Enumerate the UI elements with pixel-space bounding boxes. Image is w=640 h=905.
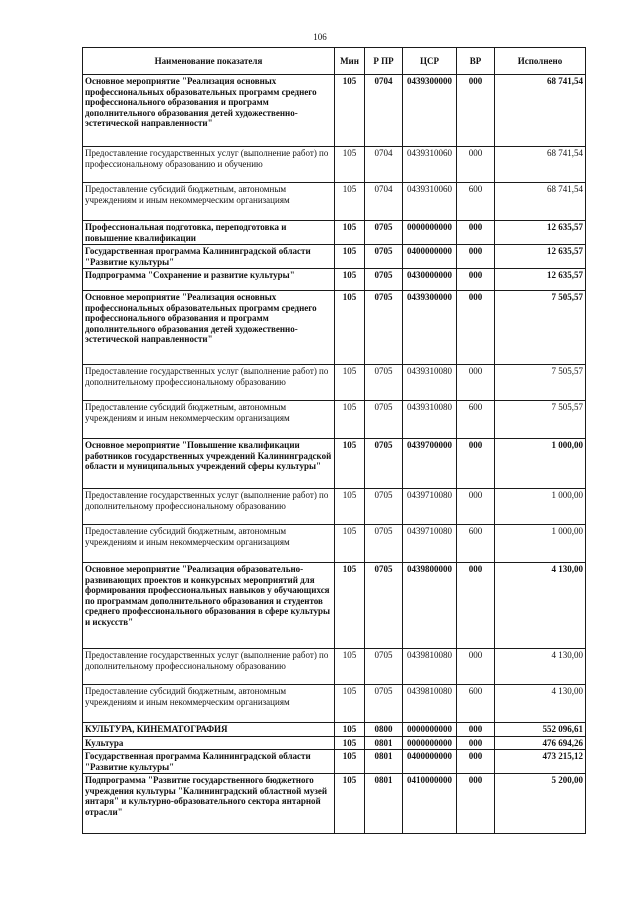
table-row [83, 685, 586, 723]
row-min: 105 [335, 401, 365, 439]
table-header-row [83, 48, 586, 75]
table-row [83, 75, 586, 147]
row-name: Государственная программа Калининградской области "Развитие культуры" [83, 750, 335, 774]
row-name: Профессиональная подготовка, переподготовка и повышение квалификации [83, 221, 335, 245]
row-vr: 000 [457, 489, 495, 525]
header-name: Наименование показателя [83, 48, 335, 75]
row-min: 105 [335, 525, 365, 563]
row-done: 68 741,54 [495, 147, 586, 183]
table-row [83, 723, 586, 737]
row-rpr: 0801 [365, 736, 403, 750]
row-name: Подпрограмма "Развитие государственного бюджетного учреждения культуры "Калининградский областной музей янтаря" и культурно-образовательного сектора янтарной отрасли" [83, 774, 335, 834]
row-rpr: 0705 [365, 525, 403, 563]
row-name: Предоставление государственных услуг (выполнение работ) по дополнительному профессиональному образованию [83, 365, 335, 401]
row-csr: 0410000000 [403, 774, 457, 834]
row-csr: 0439300000 [403, 291, 457, 365]
row-vr: 000 [457, 774, 495, 834]
row-vr: 000 [457, 291, 495, 365]
row-done: 4 130,00 [495, 649, 586, 685]
row-done: 12 635,57 [495, 245, 586, 269]
row-name: Основное мероприятие "Реализация основных профессиональных образовательных программ среднего профессионального образования и программ дополнительного образования детей художественно-эстетической направленности" [83, 75, 335, 147]
row-rpr: 0800 [365, 723, 403, 737]
row-min: 105 [335, 245, 365, 269]
row-name: Предоставление субсидий бюджетным, автономным учреждениям и иным некоммерческим организациям [83, 183, 335, 221]
row-rpr: 0705 [365, 439, 403, 489]
row-csr: 0439310080 [403, 365, 457, 401]
row-csr: 0400000000 [403, 245, 457, 269]
row-rpr: 0801 [365, 774, 403, 834]
row-rpr: 0705 [365, 365, 403, 401]
row-done: 476 694,26 [495, 736, 586, 750]
table-row [83, 489, 586, 525]
row-csr: 0439310060 [403, 183, 457, 221]
row-done: 68 741,54 [495, 183, 586, 221]
budget-table [82, 47, 586, 834]
table-row [83, 221, 586, 245]
row-csr: 0430000000 [403, 269, 457, 291]
row-done: 68 741,54 [495, 75, 586, 147]
row-vr: 000 [457, 75, 495, 147]
row-min: 105 [335, 75, 365, 147]
row-rpr: 0704 [365, 75, 403, 147]
table-row [83, 183, 586, 221]
header-csr: ЦСР [403, 48, 457, 75]
row-min: 105 [335, 489, 365, 525]
row-csr: 0439310060 [403, 147, 457, 183]
row-rpr: 0705 [365, 269, 403, 291]
table-row [83, 649, 586, 685]
row-csr: 0000000000 [403, 221, 457, 245]
row-name: Основное мероприятие "Повышение квалификации работников государственных учреждений Калининградской области и муниципальных учреждений сферы культуры" [83, 439, 335, 489]
row-done: 552 096,61 [495, 723, 586, 737]
row-min: 105 [335, 563, 365, 649]
row-csr: 0439710080 [403, 489, 457, 525]
row-name: Основное мероприятие "Реализация образовательно-развивающих проектов и конкурсных мероприятий для формирования профессиональных навыков у обучающихся по программам дополнительного образования и студентов среднего профессионального образования в сфере культуры и искусств" [83, 563, 335, 649]
row-min: 105 [335, 774, 365, 834]
row-done: 5 200,00 [495, 774, 586, 834]
row-name: Предоставление субсидий бюджетным, автономным учреждениям и иным некоммерческим организациям [83, 525, 335, 563]
row-csr: 0439700000 [403, 439, 457, 489]
row-min: 105 [335, 685, 365, 723]
row-name: Государственная программа Калининградской области "Развитие культуры" [83, 245, 335, 269]
row-csr: 0400000000 [403, 750, 457, 774]
row-done: 1 000,00 [495, 439, 586, 489]
row-vr: 000 [457, 563, 495, 649]
table-row [83, 439, 586, 489]
row-csr: 0439800000 [403, 563, 457, 649]
page-number: 106 [313, 32, 327, 42]
row-done: 1 000,00 [495, 525, 586, 563]
row-done: 7 505,57 [495, 291, 586, 365]
table-row [83, 774, 586, 834]
row-csr: 0439300000 [403, 75, 457, 147]
table-row [83, 401, 586, 439]
row-vr: 000 [457, 365, 495, 401]
row-csr: 0439810080 [403, 685, 457, 723]
row-vr: 000 [457, 221, 495, 245]
row-csr: 0439810080 [403, 649, 457, 685]
row-vr: 000 [457, 147, 495, 183]
row-vr: 000 [457, 736, 495, 750]
row-min: 105 [335, 147, 365, 183]
row-done: 7 505,57 [495, 365, 586, 401]
row-name: Предоставление субсидий бюджетным, автономным учреждениям и иным некоммерческим организациям [83, 401, 335, 439]
table-row [83, 525, 586, 563]
row-vr: 600 [457, 401, 495, 439]
row-min: 105 [335, 439, 365, 489]
row-done: 1 000,00 [495, 489, 586, 525]
table-row [83, 563, 586, 649]
row-rpr: 0705 [365, 291, 403, 365]
row-vr: 000 [457, 723, 495, 737]
row-name: Предоставление государственных услуг (выполнение работ) по дополнительному профессиональному образованию [83, 649, 335, 685]
row-min: 105 [335, 723, 365, 737]
row-vr: 000 [457, 750, 495, 774]
row-vr: 000 [457, 269, 495, 291]
table-row [83, 750, 586, 774]
header-vr: ВР [457, 48, 495, 75]
row-done: 473 215,12 [495, 750, 586, 774]
row-name: Основное мероприятие "Реализация основных профессиональных образовательных программ среднего профессионального образования и программ дополнительного образования детей художественно-эстетической направленности" [83, 291, 335, 365]
table-row [83, 269, 586, 291]
row-rpr: 0705 [365, 563, 403, 649]
table-row [83, 147, 586, 183]
row-vr: 000 [457, 245, 495, 269]
header-rpr: Р ПР [365, 48, 403, 75]
row-min: 105 [335, 365, 365, 401]
table-row [83, 291, 586, 365]
table-row [83, 736, 586, 750]
row-done: 12 635,57 [495, 221, 586, 245]
row-min: 105 [335, 269, 365, 291]
row-csr: 0439310080 [403, 401, 457, 439]
row-vr: 600 [457, 183, 495, 221]
row-csr: 0000000000 [403, 736, 457, 750]
row-rpr: 0801 [365, 750, 403, 774]
row-rpr: 0704 [365, 183, 403, 221]
row-vr: 600 [457, 685, 495, 723]
row-done: 4 130,00 [495, 685, 586, 723]
row-vr: 600 [457, 525, 495, 563]
row-rpr: 0705 [365, 685, 403, 723]
row-done: 7 505,57 [495, 401, 586, 439]
row-min: 105 [335, 736, 365, 750]
row-done: 4 130,00 [495, 563, 586, 649]
row-name: КУЛЬТУРА, КИНЕМАТОГРАФИЯ [83, 723, 335, 737]
row-csr: 0439710080 [403, 525, 457, 563]
row-rpr: 0704 [365, 147, 403, 183]
row-name: Предоставление государственных услуг (выполнение работ) по профессиональному образованию и обучению [83, 147, 335, 183]
row-rpr: 0705 [365, 401, 403, 439]
table-row [83, 365, 586, 401]
header-min: Мин [335, 48, 365, 75]
row-name: Подпрограмма "Сохранение и развитие культуры" [83, 269, 335, 291]
row-name: Предоставление субсидий бюджетным, автономным учреждениям и иным некоммерческим организациям [83, 685, 335, 723]
row-rpr: 0705 [365, 245, 403, 269]
row-vr: 000 [457, 439, 495, 489]
table-row [83, 245, 586, 269]
header-done: Исполнено [495, 48, 586, 75]
row-vr: 000 [457, 649, 495, 685]
row-rpr: 0705 [365, 221, 403, 245]
row-min: 105 [335, 750, 365, 774]
row-name: Предоставление государственных услуг (выполнение работ) по дополнительному профессиональному образованию [83, 489, 335, 525]
row-rpr: 0705 [365, 649, 403, 685]
row-name: Культура [83, 736, 335, 750]
row-done: 12 635,57 [495, 269, 586, 291]
row-min: 105 [335, 221, 365, 245]
row-min: 105 [335, 291, 365, 365]
row-csr: 0000000000 [403, 723, 457, 737]
row-min: 105 [335, 649, 365, 685]
row-min: 105 [335, 183, 365, 221]
row-rpr: 0705 [365, 489, 403, 525]
